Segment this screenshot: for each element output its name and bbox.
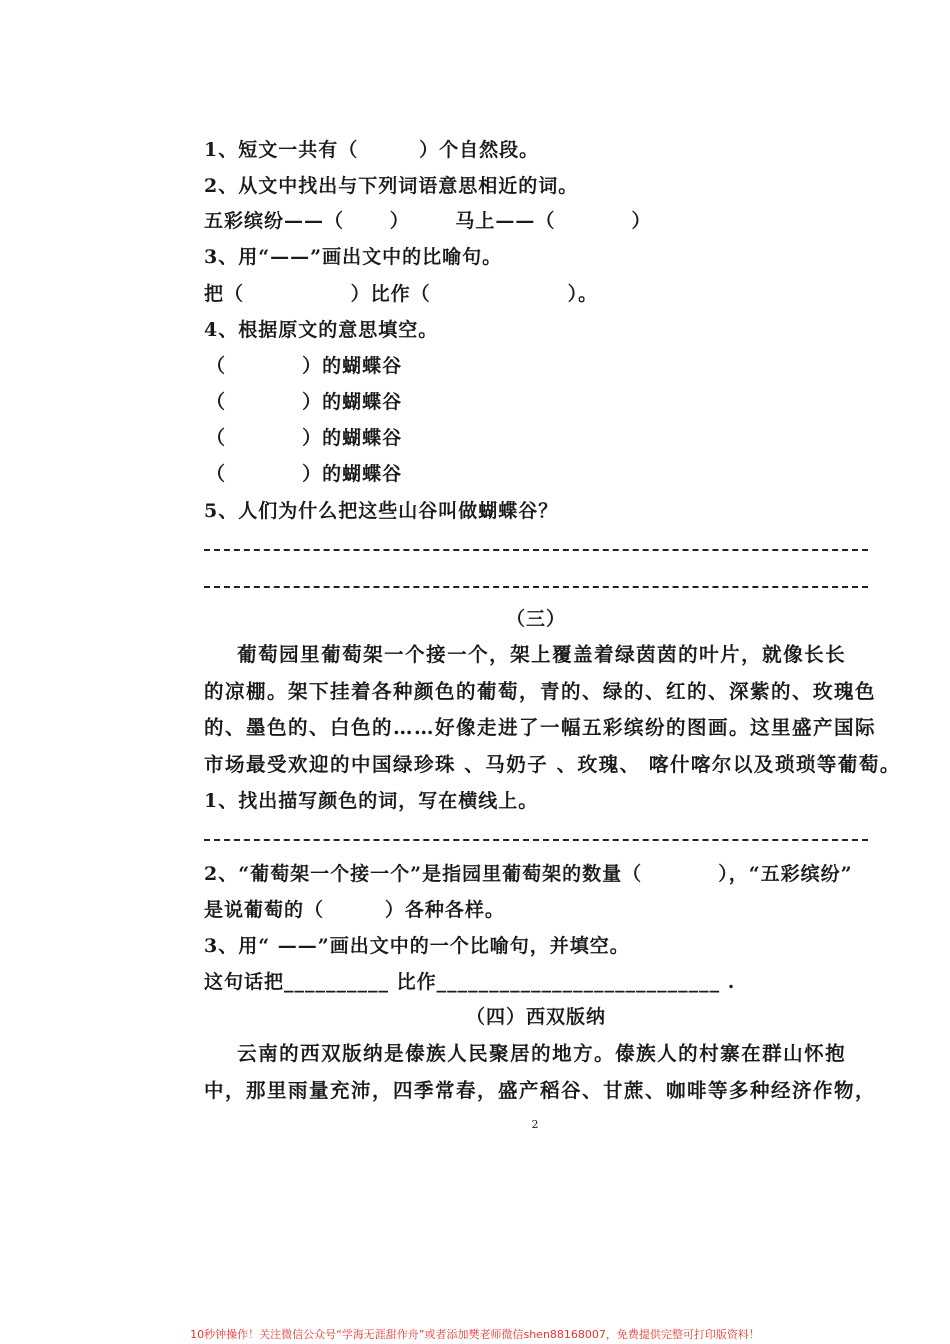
page-number: 2 <box>531 1118 539 1131</box>
section-3-question-1: 1、找出描写颜色的词，写在横线上。 <box>204 790 539 812</box>
section-3-heading: （三） <box>505 608 566 630</box>
section-3-question-2-cont: 是说葡萄的（ ）各种各样。 <box>204 899 505 921</box>
section-3-passage <box>204 637 901 783</box>
passage-line: 中，那里雨量充沛，四季常春，盛产稻谷、甘蔗、咖啡等多种经济作物， <box>204 1078 877 1102</box>
section-3-question-3: 3、用“ ——”画出文中的一个比喻句，并填空。 <box>204 935 630 957</box>
question-4-blank: （ ）的蝴蝶谷 <box>206 427 403 449</box>
question-3-fill: 把（ ）比作（ ）。 <box>204 283 599 305</box>
question-2-fill: 五彩缤纷——（ ） 马上——（ ） <box>204 210 652 232</box>
question-4: 4、根据原文的意思填空。 <box>204 319 439 341</box>
question-4-blank: （ ）的蝴蝶谷 <box>206 463 403 485</box>
section-4-heading: （四）西双版纳 <box>465 1006 606 1028</box>
question-1: 1、短文一共有（ ）个自然段。 <box>204 139 540 161</box>
passage-line: 葡萄园里葡萄架一个接一个，架上覆盖着绿茵茵的叶片，就像长长 <box>204 643 847 666</box>
answer-line <box>204 549 868 551</box>
footer-notice: 10秒钟操作！关注微信公众号“学海无涯甜作舟”或者添加樊老师微信shen88168007，免费提供完整可打印版资料！ <box>190 1328 760 1341</box>
answer-line <box>204 586 868 588</box>
section-4-passage <box>204 1036 877 1109</box>
question-5: 5、人们为什么把这些山谷叫做蝴蝶谷？ <box>204 500 559 522</box>
question-4-blank: （ ）的蝴蝶谷 <box>206 391 403 413</box>
question-3: 3、用“——”画出文中的比喻句。 <box>204 246 503 268</box>
section-3-question-2: 2、“葡萄架一个接一个”是指园里葡萄架的数量（ ），“五彩缤纷” <box>204 863 853 885</box>
question-2: 2、从文中找出与下列词语意思相近的词。 <box>204 175 579 197</box>
passage-line: 的凉棚。架下挂着各种颜色的葡萄，青的、绿的、红的、深紫的、玫瑰色 <box>204 679 877 703</box>
answer-line <box>204 839 868 841</box>
passage-line: 云南的西双版纳是傣族人民聚居的地方。傣族人的村寨在群山怀抱 <box>204 1042 847 1065</box>
question-4-blank: （ ）的蝴蝶谷 <box>206 355 403 377</box>
passage-line: 市场最受欢迎的中国绿珍珠 、马奶子 、玫瑰、 喀什喀尔以及琐琐等葡萄。 <box>204 752 901 776</box>
section-3-question-3-fill: 这句话把__________ 比作___________________________ . <box>204 971 736 993</box>
passage-line: 的、墨色的、白色的……好像走进了一幅五彩缤纷的图画。这里盛产国际 <box>204 716 877 739</box>
